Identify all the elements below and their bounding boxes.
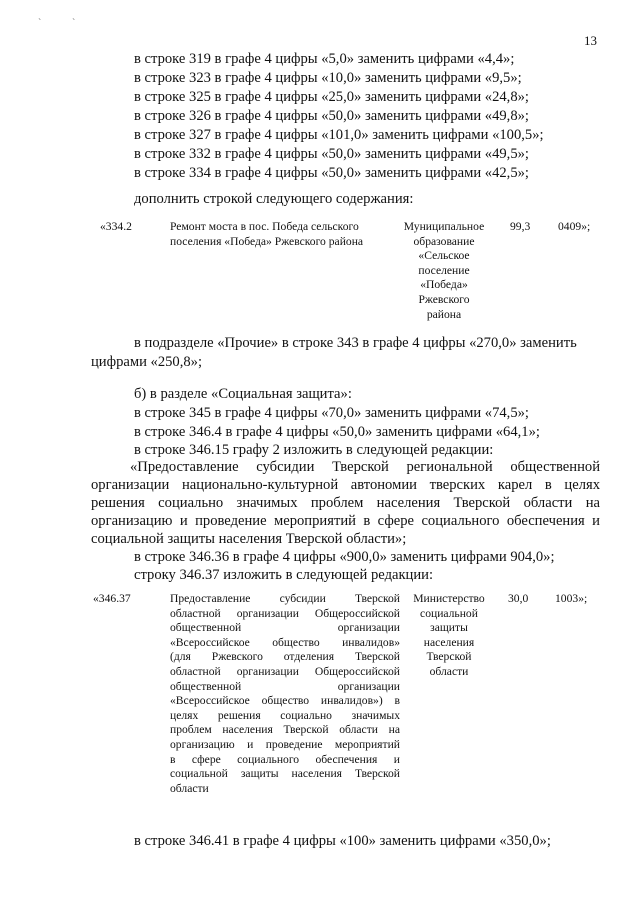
row-description: Предоставление субсидии Тверской областной организации Общероссийской общественной организации «Всероссийское общество инвалидов» (для Ржевского отделения Тверской областной организации Общероссийской общественной организации «Всероссийское общество инвалидов») в целях решения социально значимых проблем населения Тверской области на организацию и проведение мероприятий в сфере социального обеспечения и социальной защиты населения Тверской области	[170, 592, 400, 795]
quote-line: решения социально значимых проблем населения Тверской области на	[91, 495, 600, 511]
amendment-line: в строке 326 в графе 4 цифры «50,0» заменить цифрами «49,8»;	[134, 108, 529, 124]
amendment-line: в строке 319 в графе 4 цифры «5,0» заменить цифрами «4,4»;	[134, 51, 515, 67]
scan-mark: ˋ	[72, 18, 76, 29]
add-row-intro: дополнить строкой следующего содержания:	[134, 191, 414, 207]
amendment-line: в строке 346.36 в графе 4 цифры «900,0» заменить цифрами 904,0»;	[134, 549, 555, 565]
amendment-line: в строке 323 в графе 4 цифры «10,0» заменить цифрами «9,5»;	[134, 70, 522, 86]
amendment-line: строку 346.37 изложить в следующей редакции:	[134, 567, 434, 583]
prochie-line: цифрами «250,8»;	[91, 354, 203, 370]
prochie-line: в подразделе «Прочие» в строке 343 в графе 4 цифры «270,0» заменить	[134, 335, 577, 351]
row-number: «334.2	[100, 220, 132, 233]
amendment-line: в строке 345 в графе 4 цифры «70,0» заменить цифрами «74,5»;	[134, 405, 529, 421]
page-number: 13	[584, 33, 597, 48]
row-code: 1003»;	[555, 592, 588, 605]
amendment-line: в строке 334 в графе 4 цифры «50,0» заменить цифрами «42,5»;	[134, 165, 529, 181]
row-administrator: Министерство социальной защиты населения Тверской области	[413, 592, 485, 678]
quote-line: организацию и проведение мероприятий в сфере социального обеспечения и	[91, 513, 600, 529]
quote-line: социальной защиты населения Тверской области»;	[91, 531, 407, 547]
row-code: 0409»;	[558, 220, 591, 233]
scan-mark: ˋ	[38, 18, 42, 29]
row-description: Ремонт моста в пос. Победа сельского поселения «Победа» Ржевского района	[170, 220, 364, 248]
amendment-line: в строке 346.4 в графе 4 цифры «50,0» заменить цифрами «64,1»;	[134, 424, 540, 440]
row-amount: 30,0	[508, 592, 529, 605]
row-number: «346.37	[93, 592, 131, 605]
amendment-line: в строке 332 в графе 4 цифры «50,0» заменить цифрами «49,5»;	[134, 146, 529, 162]
section-b-heading: б) в разделе «Социальная защита»:	[134, 386, 352, 402]
row-administrator: Муниципальное образование «Сельское поселение «Победа» Ржевского района	[403, 220, 485, 321]
amendment-line: в строке 346.15 графу 2 изложить в следующей редакции:	[134, 442, 494, 458]
quote-line: организации национально-культурной автономии тверских карел в целях	[91, 477, 600, 493]
row-amount: 99,3	[510, 220, 531, 233]
amendment-line: в строке 346.41 в графе 4 цифры «100» заменить цифрами «350,0»;	[134, 833, 551, 849]
amendment-line: в строке 325 в графе 4 цифры «25,0» заменить цифрами «24,8»;	[134, 89, 529, 105]
amendment-line: в строке 327 в графе 4 цифры «101,0» заменить цифрами «100,5»;	[134, 127, 544, 143]
quote-line: «Предоставление субсидии Тверской региональной общественной	[130, 459, 600, 475]
